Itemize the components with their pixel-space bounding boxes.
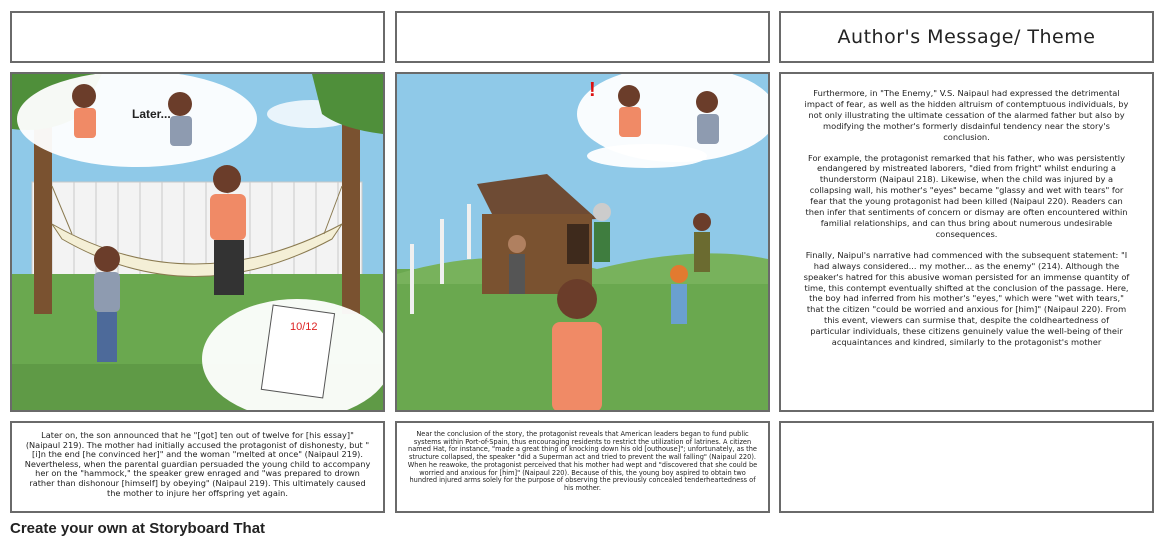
panel-2-caption-text: Near the conclusion of the story, the protagonist reveals that American leaders began to fund public systems within Port-of-Spain, thus encouraging residents to restrict the utilization of latrines. A citizen named Hat, for instance, "made a great thing of knocking down his old [outhouse]"; unfortunately, as the structure collapsed, the speaker "did a Superman act and tried to prevent the wall falling" (Naipaul 220). When he reawoke, the protagonist perceived that his mother had wept and "discovered that she could be worried and anxious for [him]" (Naipaul 220). Because of this, the young boy aspired to obtain two hundred injured arms solely for the purpose of observing the previously concealed tenderheartedness of his mother. xyxy=(407,430,758,492)
panel-3-caption xyxy=(779,421,1154,513)
paper-grade: 10/12 xyxy=(290,321,318,333)
panel-2-title-box xyxy=(395,11,770,63)
panel-2-scene xyxy=(395,72,770,412)
collapse-scene xyxy=(397,74,768,410)
exclamation-mark: ! xyxy=(589,79,596,101)
speech-later: Later... xyxy=(132,107,171,121)
panel-1-title-box xyxy=(10,11,385,63)
essay-paragraph-2: For example, the protagonist remarked that his father, who was persistently endangered by mistreated laborers, "died from fright" whilst enduring a thunderstorm (Naipaul 218). Likewise, when the child was injured by a collapsing wall, his mother's "eyes" became "glassy and wet with tears" for fear that the young protagonist had been killed (Naipaul 220). Readers can then infer that sentiments of concern or dismay are often encountered within familial relationships, and can thus bring about numerous undesirable consequences. xyxy=(805,152,1128,239)
panel-2-caption xyxy=(395,421,770,513)
panel-3-essay xyxy=(779,72,1154,412)
panel-1-scene xyxy=(10,72,385,412)
backyard-scene xyxy=(12,74,383,410)
panel-1-caption xyxy=(10,421,385,513)
panel-1-caption-text: Later on, the son announced that he "[got] ten out of twelve for [his essay]" (Naipaul 219). The mother had initially accused the protagonist of dishonesty, but "[i]n the end [he convinced her]" and the woman "melted at once" (Naipaul 219). Nevertheless, when the parental guardian persuaded the young child to accompany her on the "hammock," the speaker grew enraged and "was prepared to drown rather than dishonour [himself] by obeying" (Naipaul 219). This ultimately caused the mother to injure her offspring yet again. xyxy=(24,430,371,498)
essay-paragraph-3: Finally, Naipul's narrative had commenced with the subsequent statement: "I had always considered... my mother... as the enemy" (214). Although the speaker's hatred for this abusive woman persisted for an immense quantity of time, this contempt eventually shifted at the conclusion of the passage. Here, the boy had inferred from his mother's "eyes," which were "wet with tears," that the citizen "could be worried and anxious for [him]" (Naipaul 220). From this event, viewers can surmise that, despite the coldheartedness of particular individuals, these citizens genuinely value the well-being of their acquaintances and kindred, similarly to the protagonist's mother xyxy=(803,249,1130,348)
storyboard-footer-link[interactable]: Create your own at Storyboard That xyxy=(10,520,266,537)
panel-3-title: Author's Message/ Theme xyxy=(837,26,1096,48)
panel-3-title-box xyxy=(779,11,1154,63)
essay-paragraph-1: Furthermore, in "The Enemy," V.S. Naipaul had expressed the detrimental impact of fear, as well as the hidden altruism of contemptuous individuals, by not only illustrating the ultimate cessation of the alarmed father but also by modifying the mother's formerly disdainful tendency near the story's conclusion. xyxy=(804,88,1129,142)
